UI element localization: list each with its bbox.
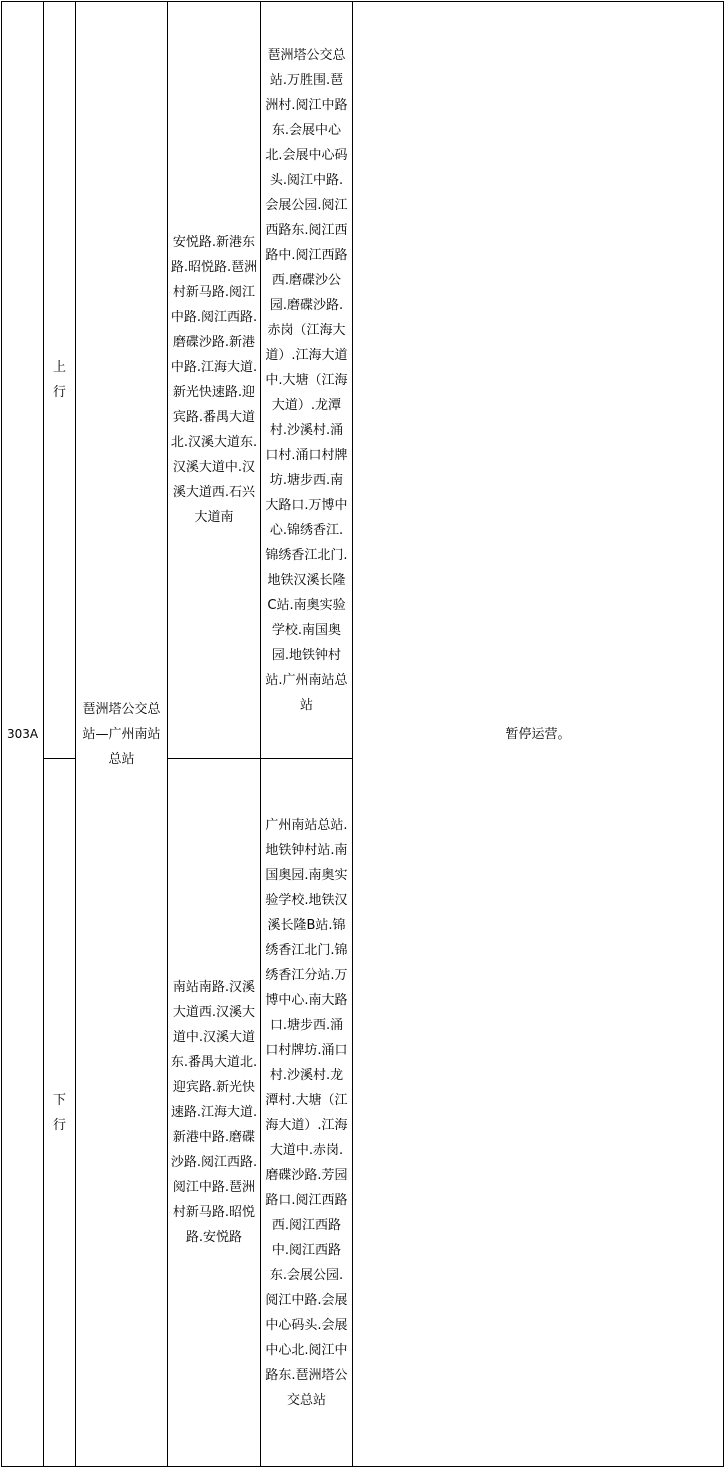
stops-cell-upbound <box>261 2 353 759</box>
direction-cell-upbound <box>44 2 76 759</box>
route-number-cell <box>2 2 44 1467</box>
route-terminals: 琶洲塔公交总站—广州南站总站 <box>82 701 161 767</box>
direction-cell-downbound <box>44 759 76 1467</box>
direction-label-downbound: 下行 <box>52 1092 66 1133</box>
direction-label-upbound: 上行 <box>52 360 66 400</box>
stops-upbound: 琶洲塔公交总站.万胜围.琶洲村.阅江中路东.会展中心北.会展中心码头.阅江中路.会展公园.阅江西路东.阅江西路中.阅江西路西.磨碟沙公园.磨碟沙路.赤岗（江海大道）.江海大道中.大塘（江海大道）.龙潭村.沙溪村.涌口村.涌口村牌坊.塘步西.南大路口.万博中心.锦绣香江.锦绣香江北门.地铁汉溪长隆C站.南奥实验学校.南国奥园.地铁钟村站.广州南站总站 <box>265 47 348 713</box>
table-row-upbound <box>2 2 724 759</box>
route-table <box>1 1 724 1467</box>
roads-upbound: 安悦路.新港东路.昭悦路.琶洲村新马路.阅江中路.阅江西路.磨碟沙路.新港中路.江海大道.新光快速路.迎宾路.番禺大道北.汉溪大道东.汉溪大道中.汉溪大道西.石兴大道南 <box>170 235 258 525</box>
stops-downbound: 广州南站总站.地铁钟村站.南国奥园.南奥实验学校.地铁汉溪长隆B站.锦绣香江北门.锦绣香江分站.万博中心.南大路口.塘步西.涌口村牌坊.涌口村.沙溪村.龙潭村.大塘（江海大道）.江海大道中.赤岗.磨碟沙路.芳园路口.阅江西路西.阅江西路中.阅江西路东.会展公园.阅江中路.会展中心码头.会展中心北.阅江中路东.琶洲塔公交总站 <box>265 817 348 1408</box>
remark-cell <box>353 2 724 1467</box>
route-number: 303A <box>6 726 39 741</box>
roads-cell-downbound <box>168 759 261 1467</box>
terminals-cell <box>76 2 168 1467</box>
roads-cell-upbound <box>168 2 261 759</box>
stops-cell-downbound <box>261 759 353 1467</box>
route-remark: 暂停运营。 <box>505 726 571 742</box>
roads-downbound: 南站南路.汉溪大道西.汉溪大道中.汉溪大道东.番禺大道北.迎宾路.新光快速路.江海大道.新港中路.磨碟沙路.阅江西路.阅江中路.琶洲村新马路.昭悦路.安悦路 <box>170 980 258 1245</box>
